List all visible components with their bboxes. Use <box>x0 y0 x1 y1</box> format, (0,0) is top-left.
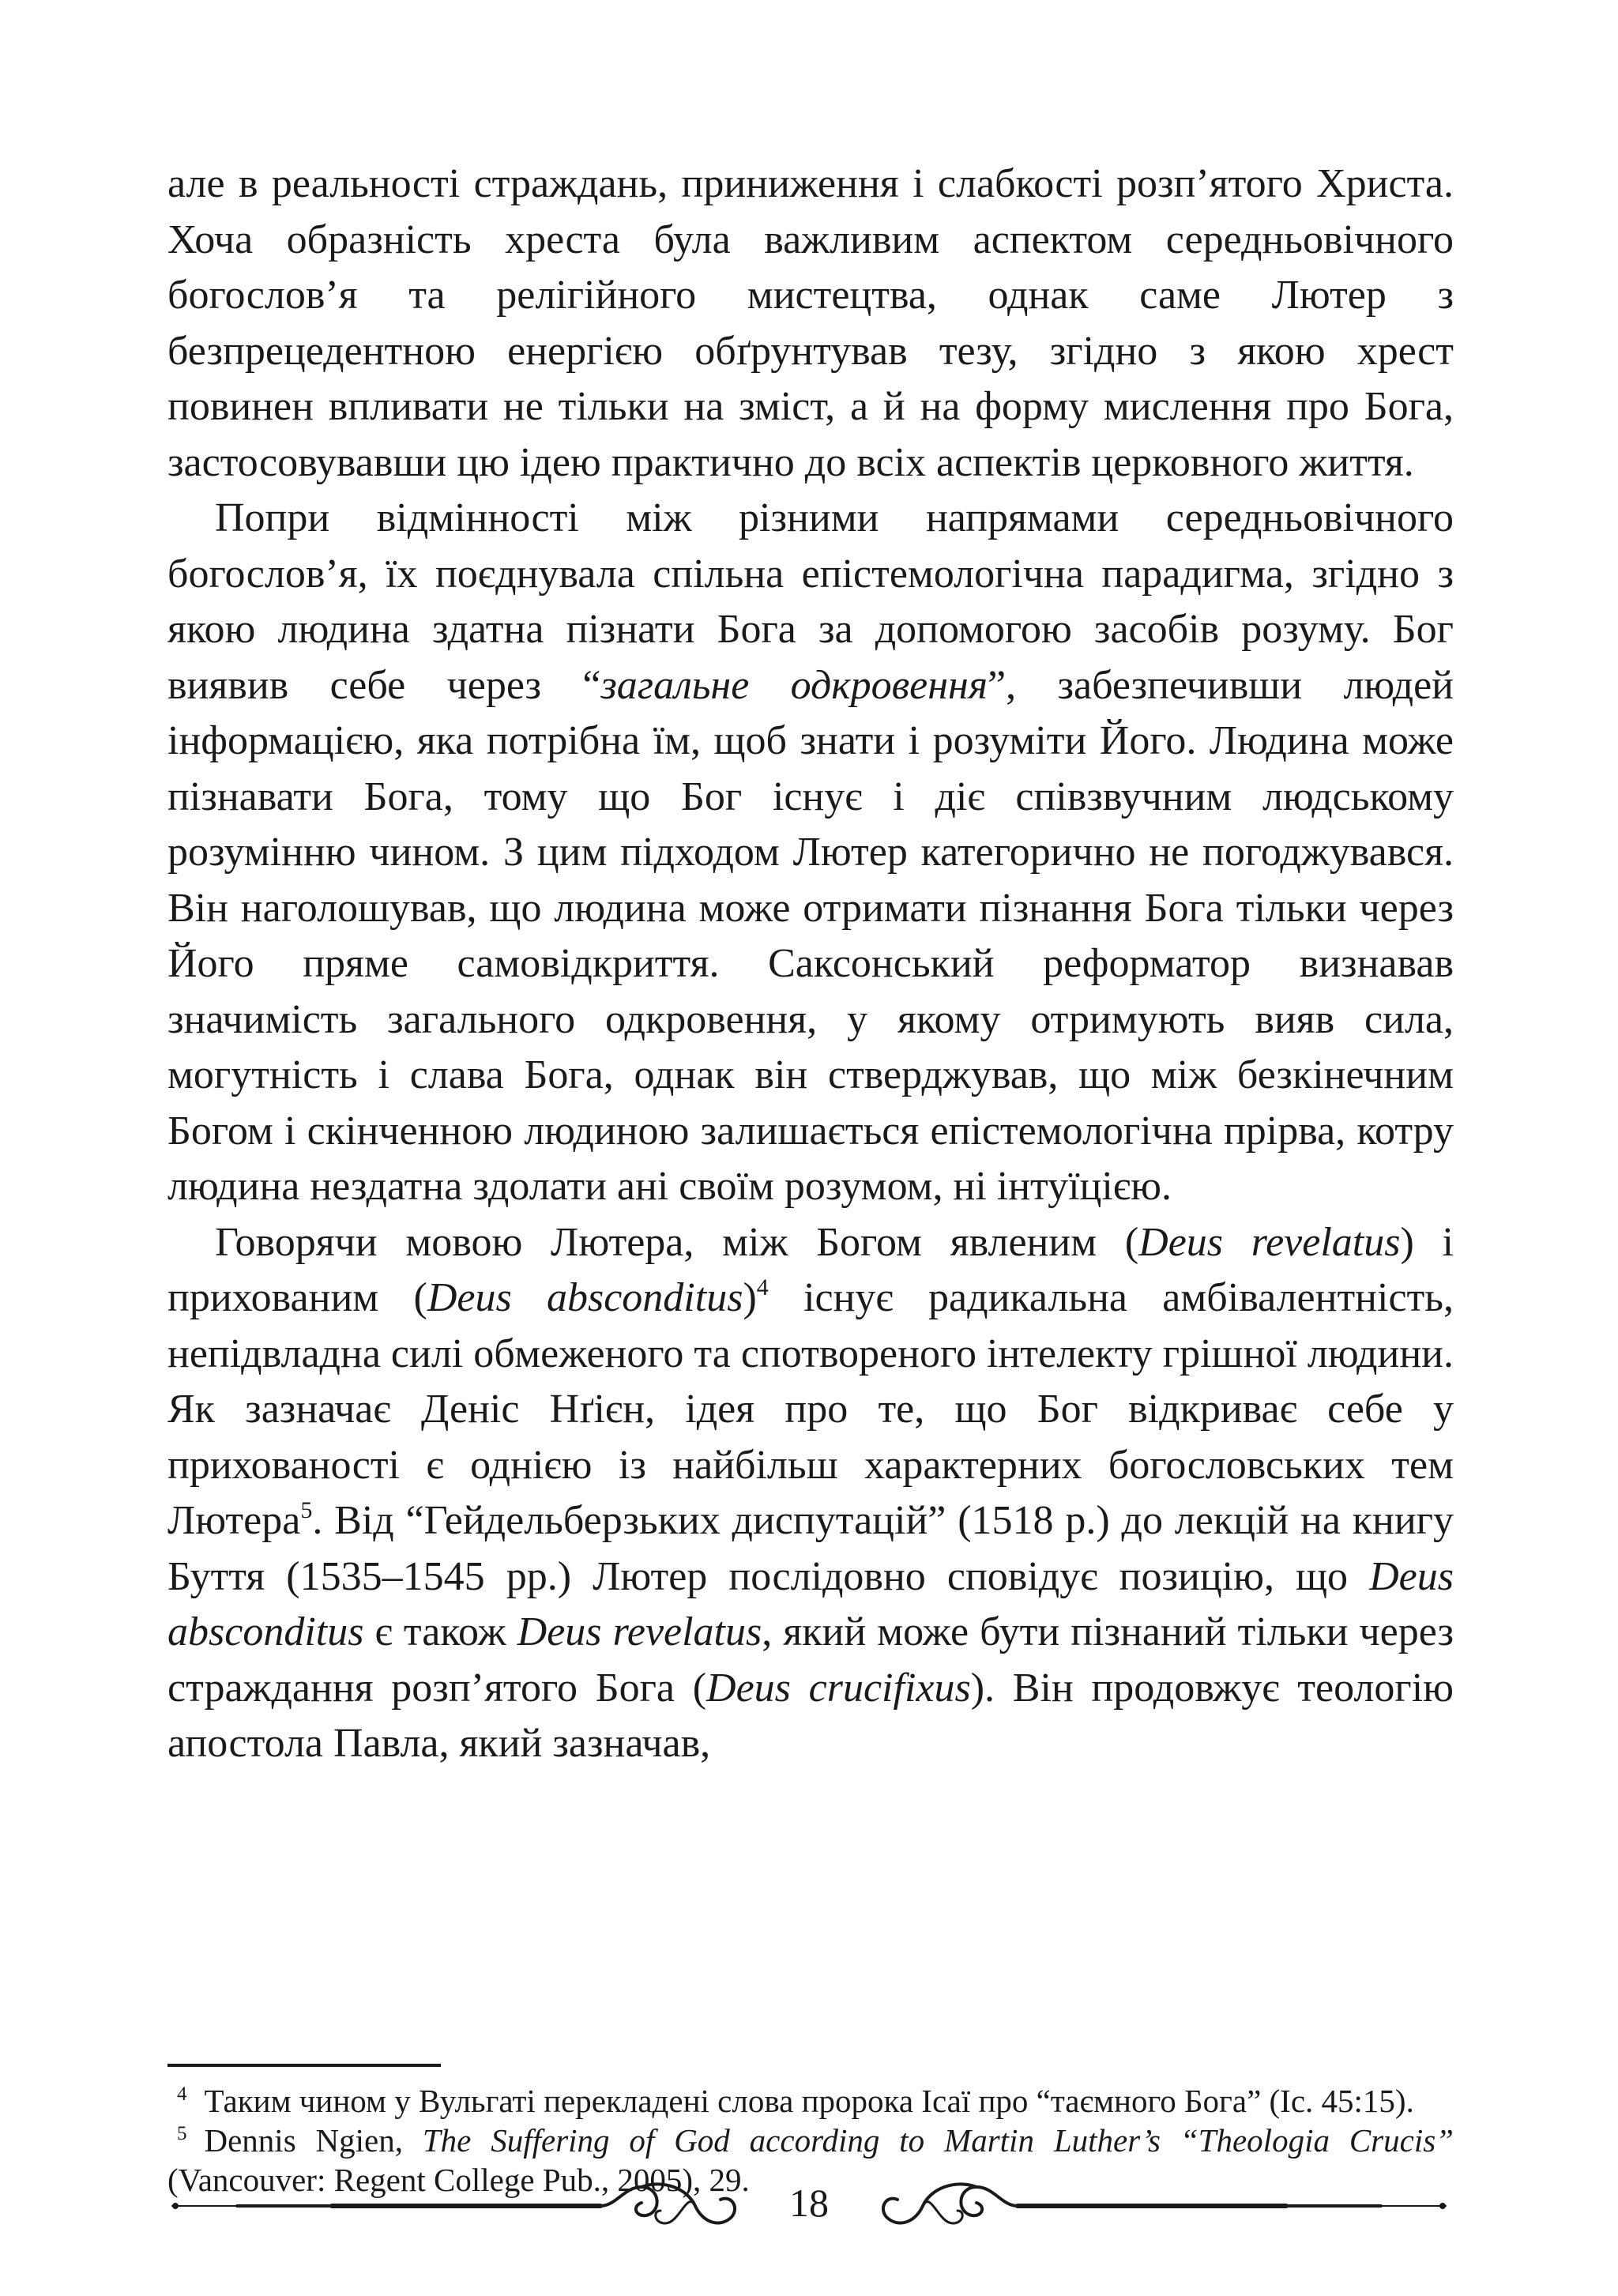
paragraph-3 <box>167 1215 1454 1772</box>
italic-text: Deus absconditus <box>167 1553 1454 1654</box>
text-run: Попри відмінності між різними напрямами середньовічного богослов’я, їх поєднувала спільна епістемологічна парадигма, згідно з якою людина здатна пізнати Бога за допомогою засобів розуму. Бог виявив себе через “ <box>167 495 1454 708</box>
italic-text: загальне одкровення <box>600 662 988 708</box>
paragraph-1 <box>167 156 1454 491</box>
text-run: ) <box>743 1275 757 1320</box>
italic-text: The Suffering of God according to Martin Luther’s “Theologia Crucis” <box>422 2122 1454 2159</box>
text-run: , який може бути пізнаний тільки через страждання розп’ятого Бога ( <box>167 1609 1454 1711</box>
page-number: 18 <box>789 2181 829 2225</box>
paragraph-2 <box>167 491 1454 1215</box>
text-run: є також <box>363 1609 517 1654</box>
body-text <box>167 156 1454 1772</box>
footnote-separator <box>167 2064 441 2067</box>
page-footer <box>0 2171 1618 2242</box>
text-run: Говорячи мовою Лютера, між Богом явленим ( <box>215 1219 1139 1265</box>
text-run: Dennis Ngien, <box>204 2122 423 2159</box>
text-run: Таким чином у Вульгаті перекладені слова пророка Ісаї про “таємного Бога” (Іс. 45:15). <box>204 2083 1414 2119</box>
footnote-reference: 4 <box>756 1274 769 1300</box>
footnote-number: 5 <box>177 2123 187 2145</box>
text-run: але в реальності страждань, приниження і слабкості розп’ятого Христа. Хоча образність хреста була важливим аспектом середньовічного богослов’я та релігійного мистецтва, однак саме Лютер з безпрецедентною енергією обґрунтував тезу, згідно з якою хрест повинен впливати не тільки на зміст, а й на форму мислення про Бога, застосовувавши цю ідею практично до всіх аспектів церковного життя. <box>167 161 1454 485</box>
footnote-reference: 5 <box>300 1496 313 1523</box>
footnote-4 <box>167 2081 1454 2121</box>
text-run: (Vancouver: Regent College Pub., 2005), 29. <box>167 2162 750 2198</box>
text-run: ”, забезпечивши людей інформацією, яка потрібна їм, щоб знати і розуміти Його. Людина може пізнавати Бога, тому що Бог існує і діє співзвучним людському розумінню чином. З цим підходом Лютер категорично не погоджувався. Він наголошував, що людина може отримати пізнання Бога тільки через Його пряме самовідкриття. Саксонський реформатор визнавав значимість загального одкровення, у якому отримують вияв сила, могутність і слава Бога, однак він стверджував, що між безкінечним Богом і скінченною людиною залишається епістемологічна прірва, котру людина нездатна здолати ані своїм розумом, ні інтуїцією. <box>167 662 1454 1209</box>
text-run: існує радикальна амбівалентність, непідвладна силі обмеженого та спотвореного інтелекту грішної людини. Як зазначає Деніс Нґієн, ідея про те, що Бог відкриває себе у прихованості є однією із найбільш характерних богословських тем Лютера <box>167 1275 1454 1543</box>
italic-text: Deus crucifixus <box>706 1665 971 1711</box>
text-run: ). Він продовжує теологію апостола Павла, який зазначав, <box>167 1665 1454 1766</box>
italic-text: Deus absconditus <box>427 1275 743 1320</box>
italic-text: Deus revelatus <box>517 1609 762 1654</box>
italic-text: Deus revelatus <box>1138 1219 1401 1265</box>
text-run: . Від “Гейдельберзьких диспутацій” (1518 р.) до лекцій на книгу Буття (1535–1545 рр.) Лютер послідовно сповідує позицію, що <box>167 1498 1454 1599</box>
text-run: ) і прихованим ( <box>167 1219 1454 1320</box>
footnote-number: 4 <box>177 2083 187 2106</box>
